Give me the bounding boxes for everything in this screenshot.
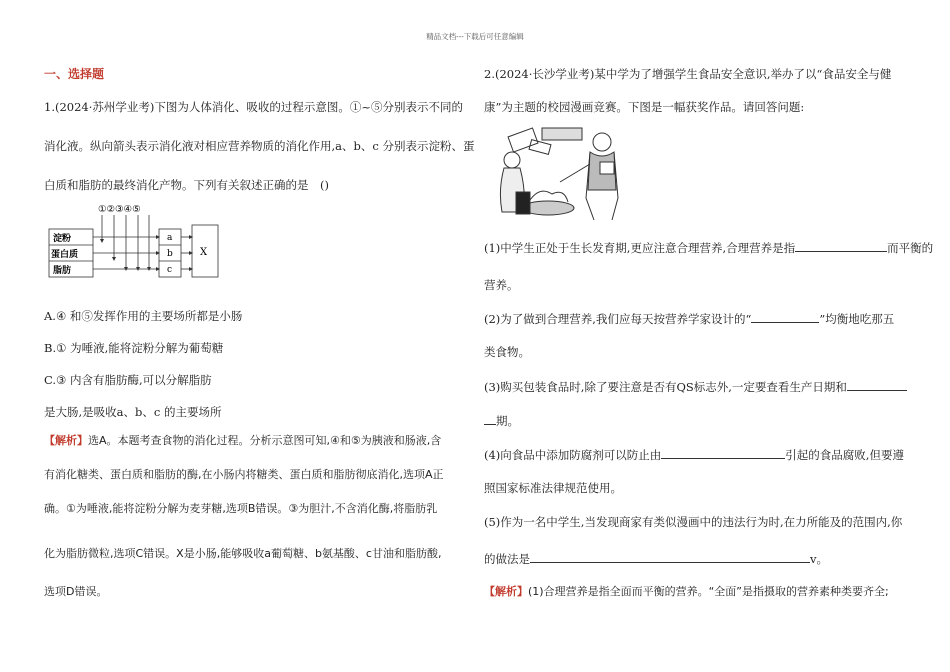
- cartoon-illustration: [490, 120, 640, 225]
- organ-x: X: [200, 247, 208, 258]
- explanation-line4: 化为脂肪微粒,选项C错误。X是小肠,能够吸收a葡萄糖、b氨基酸、c甘油和脂肪酸,: [44, 547, 442, 560]
- option-c: C.③ 内含有脂肪酶,可以分解脂肪: [44, 373, 212, 387]
- answer-blank-2[interactable]: [751, 311, 819, 323]
- answer-blank-3-continued[interactable]: [484, 413, 496, 425]
- part2-line2: 类食物。: [484, 345, 530, 359]
- part2-line1: (2)为了做到合理营养,我们应每天按营养学家设计的“ ”均衡地吃那五: [484, 312, 895, 326]
- part1-line1: (1)中学生正处于生长发育期,更应注意合理营养,合理营养是指 而平衡的: [484, 241, 934, 255]
- explanation-line2: 有消化糖类、蛋白质和脂肪的酶,在小肠内将糖类、蛋白质和脂肪彻底消化,选项A正: [44, 468, 444, 481]
- q1-line1: 1.(2024·苏州学业考)下图为人体消化、吸收的过程示意图。①~⑤分别表示不同的: [44, 100, 463, 114]
- part5-line2: 的做法是 v。: [484, 552, 828, 566]
- answer-blank-5[interactable]: [530, 551, 810, 563]
- explanation-line3: 确。①为唾液,能将淀粉分解为麦芽糖,选项B错误。③为胆汁,不含消化酶,将脂肪乳: [44, 502, 438, 515]
- q2-line1: 2.(2024·长沙学业考)某中学为了增强学生食品安全意识,举办了以“食品安全与健: [484, 67, 892, 81]
- answer-blank-3[interactable]: [847, 379, 907, 391]
- product-b: b: [167, 249, 173, 259]
- part4-line1: (4)向食品中添加防腐剂可以防止由 引起的食品腐败,但要遵: [484, 448, 904, 462]
- q1-line2: 消化液。纵向箭头表示消化液对相应营养物质的消化作用,a、b、c 分别表示淀粉、蛋: [44, 139, 475, 153]
- explanation-right-tag: 【解析】: [484, 585, 528, 598]
- q2-line2: 康”为主题的校园漫画竞赛。下图是一幅获奖作品。请回答问题:: [484, 100, 805, 114]
- row-fat: 脂肪: [53, 266, 72, 276]
- answer-blank-1[interactable]: [795, 240, 887, 252]
- page-header: 精品文档---下载后可任意编辑: [426, 32, 524, 41]
- explanation-line1: 【解析】选A。本题考查食物的消化过程。分析示意图可知,④和⑤为胰液和肠液,含: [44, 434, 442, 447]
- explanation-tag: 【解析】: [44, 434, 88, 447]
- answer-blank-4[interactable]: [661, 447, 785, 459]
- option-d: 是大肠,是吸收a、b、c 的主要场所: [44, 405, 222, 419]
- option-a: A.④ 和⑤发挥作用的主要场所都是小肠: [44, 309, 243, 323]
- digestive-juice-numbers: ①②③④⑤: [98, 204, 141, 215]
- q1-line3: 白质和脂肪的最终消化产物。下列有关叙述正确的是 (): [44, 178, 329, 192]
- part1-line2: 营养。: [484, 278, 519, 292]
- explanation-line5: 选项D错误。: [44, 585, 108, 598]
- row-protein: 蛋白质: [51, 250, 79, 260]
- row-starch: 淀粉: [53, 234, 72, 244]
- product-a: a: [167, 233, 173, 243]
- section-title: 一、选择题: [44, 67, 105, 81]
- part3-line2: 期。: [484, 413, 909, 429]
- part4-line2: 照国家标准法律规范使用。: [484, 481, 622, 495]
- option-b: B.① 为唾液,能将淀粉分解为葡萄糖: [44, 341, 224, 355]
- part5-line1: (5)作为一名中学生,当发现商家有类似漫画中的违法行为时,在力所能及的范围内,你: [484, 515, 903, 529]
- part3-line1: (3)购买包装食品时,除了要注意是否有QS标志外,一定要查看生产日期和: [484, 379, 909, 395]
- explanation-right-line1: 【解析】(1)合理营养是指全面而平衡的营养。“全面”是指摄取的营养素种类要齐全;: [484, 585, 889, 598]
- digestion-diagram: [48, 203, 228, 281]
- product-c: c: [167, 265, 173, 275]
